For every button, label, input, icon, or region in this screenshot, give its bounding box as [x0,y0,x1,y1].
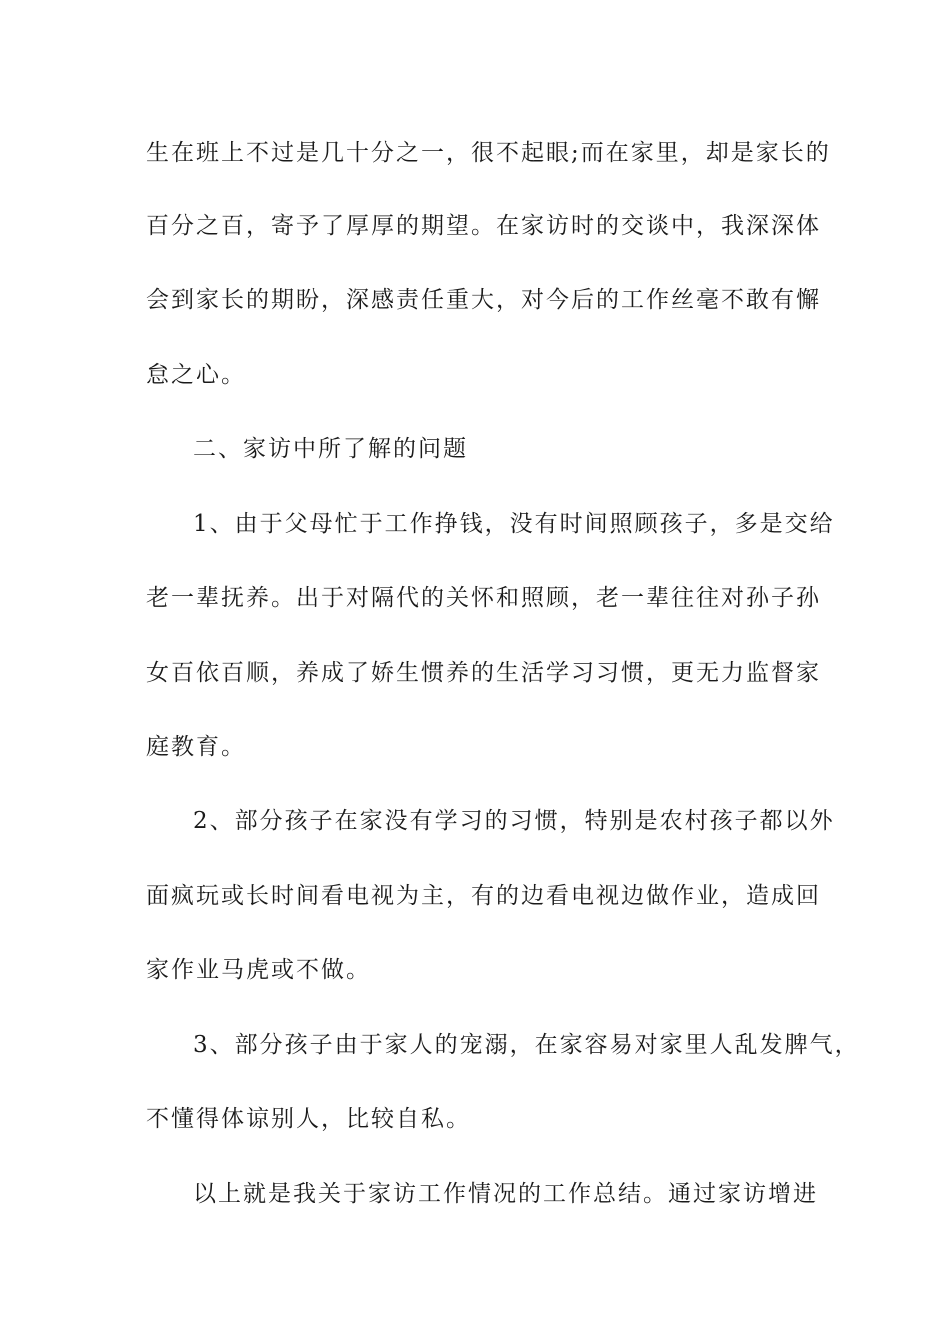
text-line: 3、部分孩子由于家人的宠溺，在家容易对家里人乱发脾气， [193,1032,860,1058]
text-line: 不懂得体谅别人，比较自私。 [146,1106,471,1132]
text-line: 2、部分孩子在家没有学习的习惯，特别是农村孩子都以外 [193,808,835,834]
text-line: 1、由于父母忙于工作挣钱，没有时间照顾孩子，多是交给 [193,511,835,537]
text-line: 生在班上不过是几十分之一，很不起眼;而在家里，却是家长的 [146,140,831,166]
text-line: 老一辈抚养。出于对隔代的关怀和照顾，老一辈往往对孙子孙 [146,585,821,611]
text-line: 庭教育。 [146,734,246,760]
section-heading: 二、家访中所了解的问题 [193,436,468,462]
text-line: 以上就是我关于家访工作情况的工作总结。通过家访增进 [193,1181,818,1207]
text-line: 怠之心。 [146,362,246,388]
text-line: 百分之百，寄予了厚厚的期望。在家访时的交谈中，我深深体 [146,213,821,239]
text-line: 女百依百顺，养成了娇生惯养的生活学习习惯，更无力监督家 [146,660,821,686]
text-line: 会到家长的期盼，深感责任重大，对今后的工作丝毫不敢有懈 [146,287,821,313]
text-line: 面疯玩或长时间看电视为主，有的边看电视边做作业，造成回 [146,883,821,909]
text-line: 家作业马虎或不做。 [146,957,371,983]
